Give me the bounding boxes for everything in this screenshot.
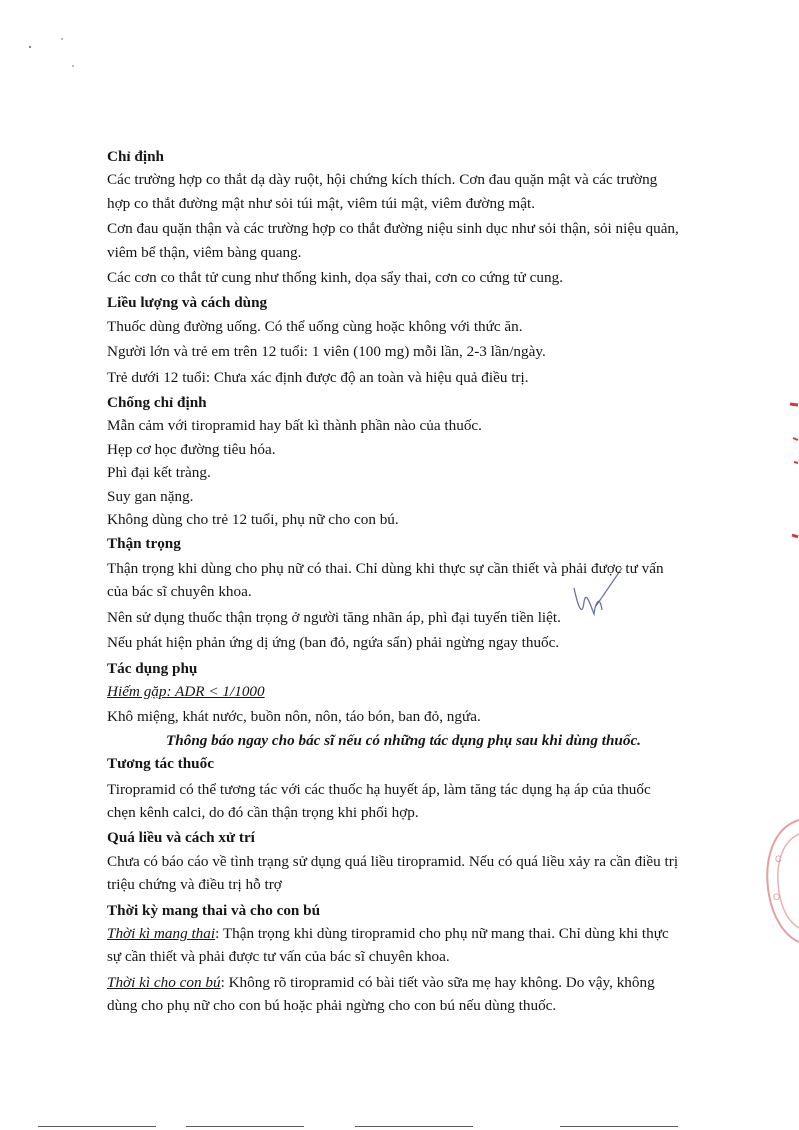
red-stamp-edge-mark xyxy=(760,390,799,550)
chi-dinh-paragraph: Các cơn co thắt tử cung như thống kinh, dọa sẩy thai, cơn co cứng tử cung. xyxy=(107,269,563,287)
contraindication-item: Suy gan nặng. xyxy=(107,487,194,505)
contraindication-item: Mẫn cảm với tiropramid hay bất kì thành phần nào của thuốc. xyxy=(107,417,482,435)
adr-frequency-label: Hiếm gặp: ADR < 1/1000 xyxy=(107,682,265,700)
footer-rule xyxy=(560,1126,678,1127)
pregnancy-paragraph xyxy=(107,922,682,969)
chi-dinh-paragraph: Cơn đau quặn thận và các trường hợp co thắt đường niệu sinh dục như sỏi thận, sỏi niệu quản, viêm bể thận, viêm bàng quang. xyxy=(107,220,679,261)
breastfeeding-paragraph xyxy=(107,971,682,1018)
footer-rule xyxy=(38,1126,156,1127)
leaflet-body xyxy=(107,145,682,1018)
lieu-luong-paragraph: Thuốc dùng đường uống. Có thể uống cùng hoặc không với thức ăn. xyxy=(107,317,523,335)
heading-tac-dung-phu: Tác dụng phụ xyxy=(107,659,198,677)
pregnancy-label: Thời kì mang thai xyxy=(107,925,216,942)
tac-dung-phu-paragraph: Khô miệng, khát nước, buồn nôn, nôn, táo bón, ban đỏ, ngứa. xyxy=(107,708,481,726)
than-trong-paragraph: Thận trọng khi dùng cho phụ nữ có thai. Chỉ dùng khi thực sự cần thiết và phải được tư vấn của bác sĩ chuyên khoa. xyxy=(107,559,664,601)
heading-thai-ky: Thời kỳ mang thai và cho con bú xyxy=(107,901,321,919)
heading-chong-chi-dinh: Chống chỉ định xyxy=(107,394,207,412)
heading-qua-lieu: Quá liều và cách xử trí xyxy=(107,829,255,847)
heading-than-trong: Thận trọng xyxy=(107,534,181,552)
heading-lieu-luong: Liều lượng và cách dùng xyxy=(107,294,268,312)
svg-text:C: C xyxy=(775,854,782,864)
lieu-luong-paragraph: Trẻ dưới 12 tuổi: Chưa xác định được độ an toàn và hiệu quả điều trị. xyxy=(107,368,529,386)
breastfeeding-label: Thời kì cho con bú xyxy=(107,973,221,991)
contraindication-item: Phì đại kết tràng. xyxy=(107,464,211,482)
notice-line: Thông báo ngay cho bác sĩ nếu có những tác dụng phụ sau khi dùng thuốc. xyxy=(166,731,641,749)
pregnancy-text: : Thận trọng khi dùng tiropramid cho phụ nữ mang thai. Chỉ dùng khi thực sự cần thiết và phải được tư vấn của bác sĩ chuyên khoa. xyxy=(107,925,669,966)
lieu-luong-paragraph: Người lớn và trẻ em trên 12 tuổi: 1 viên (100 mg) mỗi lần, 2-3 lần/ngày. xyxy=(107,343,546,361)
breastfeeding-text: : Không rõ tiropramid có bài tiết vào sữa mẹ hay không. Do vậy, không dùng cho phụ nữ cho con bú hoặc phải ngừng cho con bú nếu dùng thuốc. xyxy=(107,973,655,1015)
svg-text:O: O xyxy=(773,892,781,902)
footer-rule xyxy=(355,1126,473,1127)
tuong-tac-paragraph: Tiropramid có thể tương tác với các thuốc hạ huyết áp, làm tăng tác dụng hạ áp của thuốc chẹn kênh calci, do đó cần thận trọng khi phối hợp. xyxy=(107,780,651,821)
contraindication-item: Không dùng cho trẻ 12 tuổi, phụ nữ cho con bú. xyxy=(107,511,399,529)
contraindication-item: Hẹp cơ học đường tiêu hóa. xyxy=(107,440,276,458)
footer-rule xyxy=(186,1126,304,1127)
than-trong-paragraph: Nên sử dụng thuốc thận trọng ở người tăng nhãn áp, phì đại tuyến tiền liệt. xyxy=(107,608,561,626)
scan-specks xyxy=(0,0,120,90)
chi-dinh-paragraph: Các trường hợp co thắt dạ dày ruột, hội chứng kích thích. Cơn đau quặn mật và các trường hợp co thắt đường mật như sỏi túi mật, viêm túi mật, viêm đường mật. xyxy=(107,171,658,212)
than-trong-paragraph: Nếu phát hiện phản ứng dị ứng (ban đỏ, ngứa sẩn) phải ngừng ngay thuốc. xyxy=(107,634,560,652)
heading-tuong-tac: Tương tác thuốc xyxy=(107,755,214,773)
heading-chi-dinh: Chỉ định xyxy=(107,148,164,165)
red-round-stamp xyxy=(755,800,799,950)
qua-lieu-paragraph: Chưa có báo cáo về tình trạng sử dụng quá liều tiropramid. Nếu có quá liều xảy ra cần điều trị triệu chứng và điều trị hỗ trợ xyxy=(107,852,679,894)
